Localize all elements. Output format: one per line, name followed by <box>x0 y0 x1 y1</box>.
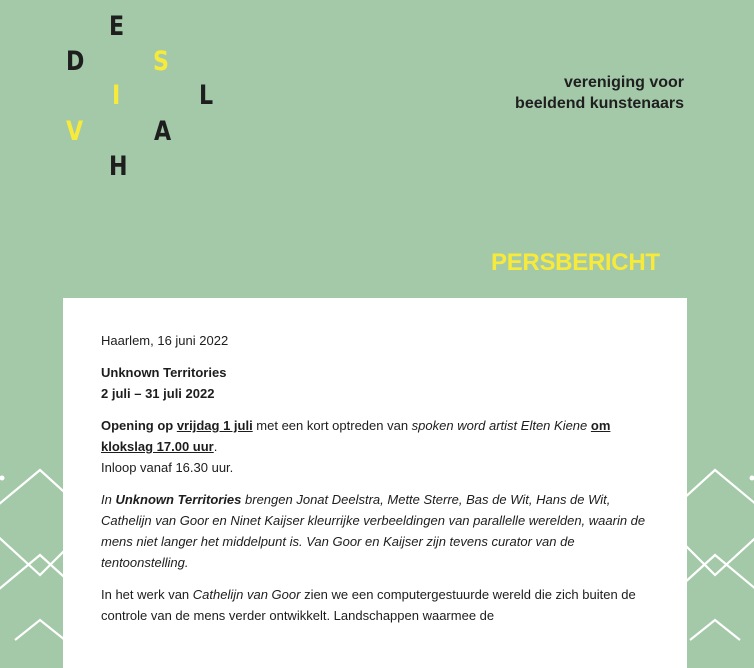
tagline-line-1: vereniging voor <box>515 72 684 93</box>
logo-letter-s: S <box>153 48 169 75</box>
logo-letter-e: E <box>109 13 124 40</box>
intro-rest: brengen Jonat Deelstra, Mette Sterre, Bas de Wit, Hans de Wit, Cathelijn van Goor en Ninet Kaijser kleurrijke verbeeldingen van parallelle werelden, waarin de mens niet langer het middelpunt is. Van Goor en Kaijser zijn tevens curator van de tentoonstelling. <box>101 492 645 570</box>
logo-letter-i: I <box>112 82 120 109</box>
opening-day-link[interactable]: vrijdag 1 juli <box>177 418 253 433</box>
body-paragraph <box>101 584 646 626</box>
logo-letter-d: D <box>66 48 84 75</box>
logo-letter-a: A <box>154 118 171 145</box>
intro-paragraph <box>101 489 646 573</box>
body-artist: Cathelijn van Goor <box>193 587 301 602</box>
date-line: Haarlem, 16 juni 2022 <box>101 330 646 351</box>
intro-in: In <box>101 492 115 507</box>
logo-letter-l: L <box>199 82 213 109</box>
opening-prefix: Opening op <box>101 418 177 433</box>
opening-artist: spoken word artist Elten Kiene <box>412 418 588 433</box>
intro-title: Unknown Territories <box>115 492 241 507</box>
opening-end: . <box>214 439 218 454</box>
exhibition-heading <box>101 362 646 404</box>
body-rest: zien we een computergestuurde wereld die zich buiten de controle van de mens verder ontwikkelt. Landschappen waarmee de <box>101 587 636 623</box>
logo-letter-v: V <box>66 118 83 145</box>
opening-paragraph <box>101 415 646 478</box>
letter-content <box>101 330 646 637</box>
opening-middle: met een kort optreden van <box>253 418 412 433</box>
tagline-line-2: beeldend kunstenaars <box>515 93 684 114</box>
exhibition-title: Unknown Territories <box>101 365 226 380</box>
body-prefix: In het werk van <box>101 587 193 602</box>
opening-time-link[interactable]: om klokslag 17.00 uur <box>101 418 610 454</box>
walkin-time: Inloop vanaf 16.30 uur. <box>101 460 233 475</box>
tagline <box>515 72 684 114</box>
exhibition-dates: 2 juli – 31 juli 2022 <box>101 386 214 401</box>
logo-letter-h: H <box>109 153 128 180</box>
press-release-label: PERSBERICHT <box>491 249 660 277</box>
